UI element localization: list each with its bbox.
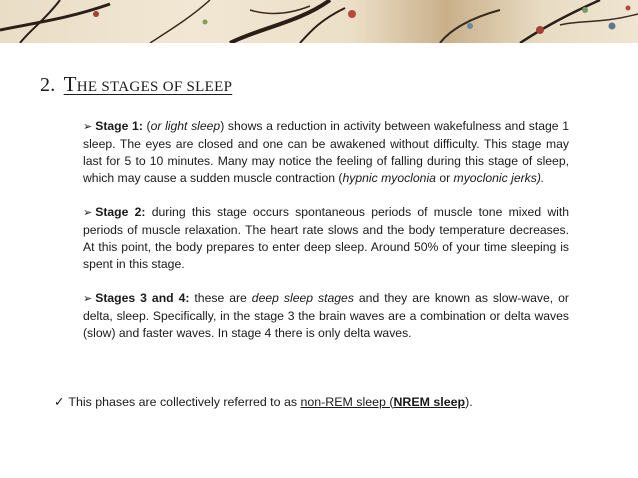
branch-illustration	[0, 0, 638, 43]
stage-list	[83, 118, 569, 359]
slide-title	[40, 72, 232, 97]
slide-number: 2.	[40, 74, 56, 96]
nrem-term: non-REM sleep (NREM sleep	[300, 395, 466, 409]
stage34-paragraph: ➢ Stages 3 and 4: these are deep sleep stages and they are known as slow-wave, or delta, sleep. Specifically, in the stage 3 the brain waves are a combination or delta waves (slow) and faster waves. In stage 4 there is only delta waves.	[83, 291, 569, 340]
checkmark-icon: ✓	[54, 395, 65, 409]
stage2-label: Stage 2:	[95, 205, 146, 219]
arrow-bullet-icon: ➢	[83, 207, 93, 219]
stage1-paragraph: ➢ Stage 1: (or light sleep) shows a reduction in activity between wakefulness and stage 1 sleep. The eyes are closed and one can be awakened without difficulty. This stage may last for 5 to 10 minutes. Many may notice the feeling of falling during this stage of sleep, which may cause a sudden muscle contraction (hypnic myoclonia or myoclonic jerks).	[83, 119, 569, 185]
stage34-label: Stages 3 and 4:	[95, 291, 190, 305]
arrow-bullet-icon: ➢	[83, 293, 93, 305]
nrem-summary: ✓ This phases are collectively referred to as non-REM sleep (NREM sleep).	[54, 395, 473, 409]
arrow-bullet-icon: ➢	[83, 121, 93, 133]
decorative-banner	[0, 0, 638, 43]
stage1-label: Stage 1:	[95, 119, 143, 133]
stage2-paragraph: ➢ Stage 2: during this stage occurs spontaneous periods of muscle tone mixed with periods of muscle relaxation. The heart rate slows and the body temperature decreases. At this point, the body prepares to enter deep sleep. Around 50% of your time sleeping is spent in this stage.	[83, 205, 569, 271]
slide-title-text: THE STAGES OF SLEEP	[63, 72, 233, 96]
